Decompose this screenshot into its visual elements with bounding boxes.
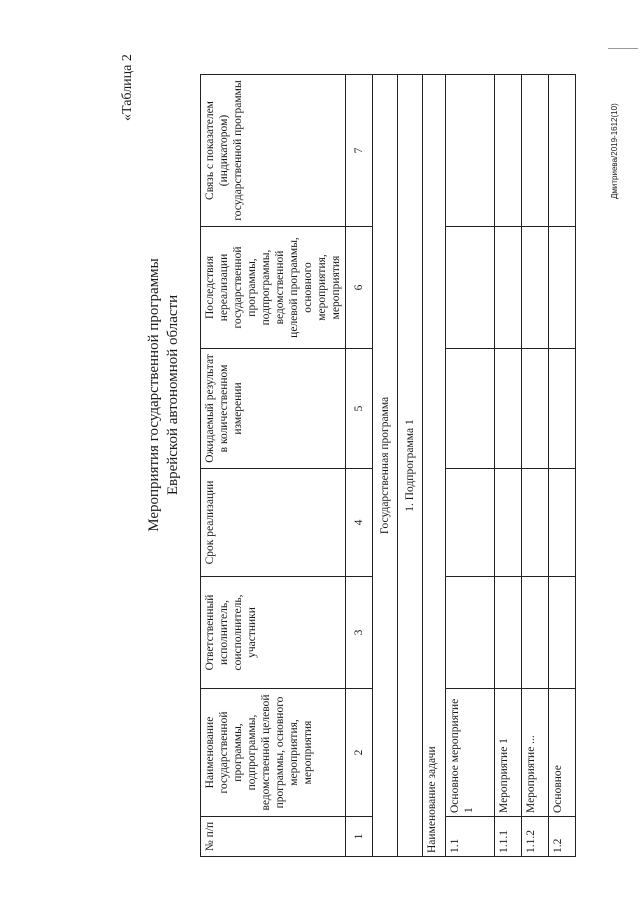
row-number: 1.1 [446,817,495,857]
empty-cell [495,469,522,577]
scan-edge-line [608,48,638,49]
empty-cell [446,349,495,469]
empty-cell [446,75,495,227]
empty-cell [549,469,576,577]
column-number-row [346,75,373,857]
title-line-2: Еврейской автономной области [165,294,181,496]
empty-cell [522,469,549,577]
table-row [446,75,495,857]
col-number-2: 2 [346,689,373,817]
task-label: Наименование задачи [423,75,446,857]
subprogram-band: 1. Подпрограмма 1 [398,75,423,857]
header-row [201,75,346,857]
empty-cell [522,227,549,349]
col-header-5: Ожидаемый результат в количественном измерении [201,349,346,469]
title-line-1: Мероприятия государственной программы [146,258,162,532]
col-number-4: 4 [346,469,373,577]
empty-cell [495,577,522,689]
col-header-6: Последствия нереализации государственной программы, подпрограммы, ведомственной целевой программы, основного мероприятия, мероприятия [201,227,346,349]
table-row [522,75,549,857]
empty-cell [522,349,549,469]
row-number: 1.1.1 [495,817,522,857]
row-number: 1.2 [549,817,576,857]
empty-cell [522,75,549,227]
row-number: 1.1.2 [522,817,549,857]
document-title [145,135,183,655]
empty-cell [446,227,495,349]
events-table [200,74,576,857]
footer-stamp: Дмитриева/2019-1612(10) [610,103,619,199]
row-name: Мероприятие ... [522,689,549,817]
subprogram-band-row [398,75,423,857]
col-number-6: 6 [346,227,373,349]
empty-cell [495,349,522,469]
program-band-row [373,75,398,857]
col-number-3: 3 [346,577,373,689]
task-row [423,75,446,857]
col-header-1: № п/п [201,817,346,857]
empty-cell [549,75,576,227]
row-name: Мероприятие 1 [495,689,522,817]
program-band: Государственная программа [373,75,398,857]
empty-cell [495,75,522,227]
col-header-4: Срок реализации [201,469,346,577]
empty-cell [522,577,549,689]
col-header-3: Ответственный исполнитель, соисполнитель, участники [201,577,346,689]
empty-cell [549,349,576,469]
col-number-5: 5 [346,349,373,469]
col-header-2: Наименование государственной программы, подпрограммы, ведомственной целевой программы, основного мероприятия, мероприятия [201,689,346,817]
row-name: Основное [549,689,576,817]
empty-cell [549,577,576,689]
empty-cell [549,227,576,349]
empty-cell [495,227,522,349]
empty-cell [446,469,495,577]
row-name: Основное мероприятие 1 [446,689,495,817]
table-row [495,75,522,857]
table-label: «Таблица 2 [120,54,135,121]
col-header-7: Связь с показателем (индикатором) государственной программы [201,75,346,227]
empty-cell [446,577,495,689]
col-number-1: 1 [346,817,373,857]
table-row [549,75,576,857]
col-number-7: 7 [346,75,373,227]
